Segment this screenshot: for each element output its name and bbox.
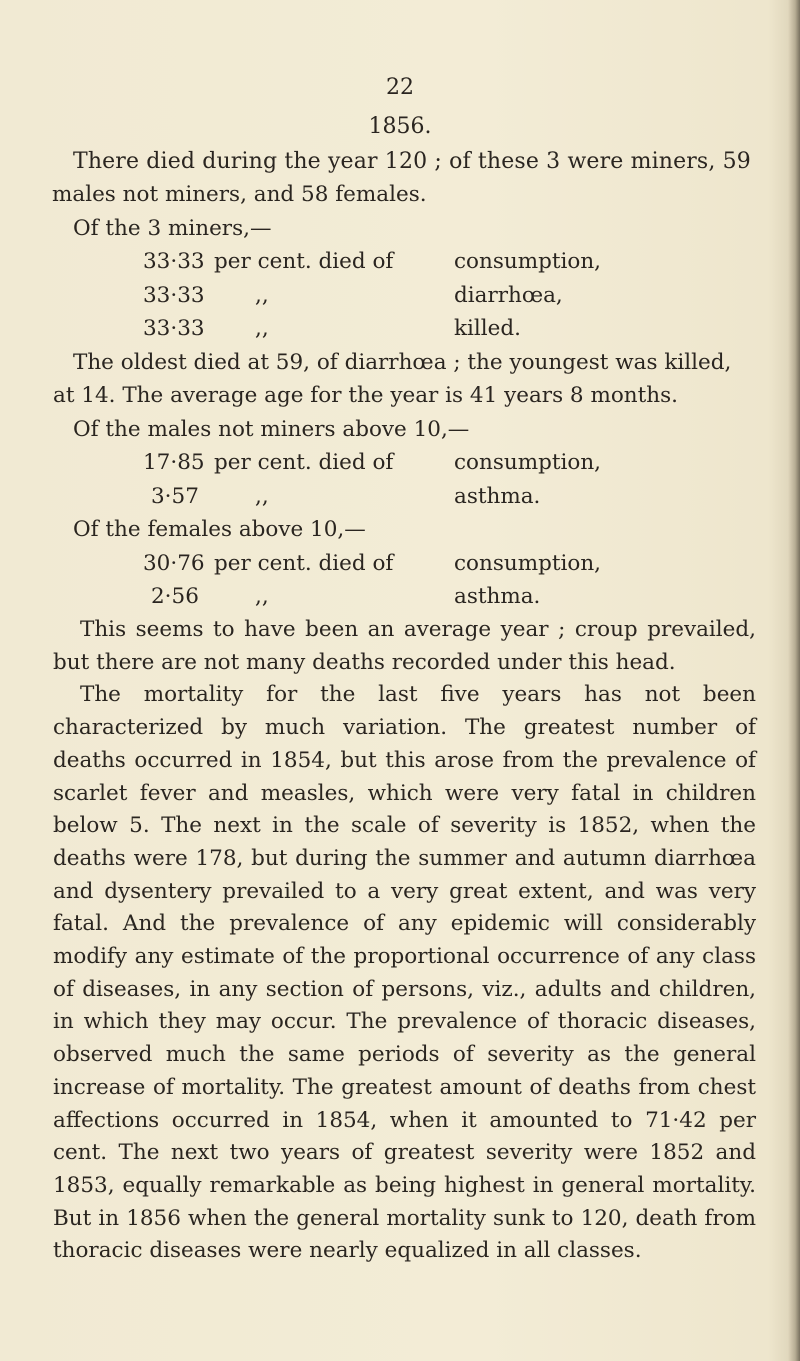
page-number: 22 [386,75,414,100]
row-cause: asthma. [454,584,541,609]
row-percent: 2·56 [151,584,199,609]
oldest-line-1: The oldest died at 59, of diarrhœa ; the youngest was killed, [73,350,732,375]
row-connector: ,, [255,584,269,609]
row-cause: diarrhœa, [454,283,563,308]
oldest-line-2: at 14. The average age for the year is 41 years 8 months. [53,383,678,408]
year-heading: 1856. [368,114,432,139]
row-percent: 3·57 [151,484,199,509]
row-cause: killed. [454,316,521,341]
row-connector: ,, [255,484,269,509]
row-percent: 33·33 [143,249,205,274]
page-edge-shadow [788,0,800,1361]
row-percent: 17·85 [143,450,205,475]
row-connector: per cent. died of [214,450,394,475]
row-cause: consumption, [454,551,602,576]
males-heading: Of the males not miners above 10,— [73,417,470,442]
row-percent: 33·33 [143,283,205,308]
females-heading: Of the females above 10,— [73,517,366,542]
row-percent: 30·76 [143,551,205,576]
paragraph: This seems to have been an average year ; croup prevailed, but there are not many deaths recorded under this head. [53,617,756,675]
miners-heading: Of the 3 miners,— [73,216,272,241]
intro-line-2: males not miners, and 58 females. [52,182,427,207]
row-percent: 33·33 [143,316,205,341]
body-text [53,614,756,1268]
row-connector: per cent. died of [214,551,394,576]
paragraph: The mortality for the last five years has not been characterized by much variation. The greatest number of deaths occurred in 1854, but this arose from the prevalence of scarlet fever and measles, which were very fatal in children below 5. The next in the scale of severity is 1852, when the deaths were 178, but during the summer and autumn diarrhœa and dysentery prevailed to a very great extent, and was very fatal. And the prevalence of any epidemic will considerably modify any estimate of the proportional occurrence of any class of diseases, in any section of persons, viz., adults and children, in which they may occur. The prevalence of thoracic diseases, observed much the same periods of severity as the general increase of mortality. The greatest amount of deaths from chest affections occurred in 1854, when it amounted to 71·42 per cent. The next two years of greatest severity were 1852 and 1853, equally remarkable as being highest in general mortality. But in 1856 when the general mortality sunk to 120, death from thoracic diseases were nearly equalized in all classes. [53,682,756,1264]
intro-line-1: There died during the year 120 ; of these 3 were miners, 59 [73,149,751,174]
row-cause: consumption, [454,450,602,475]
row-connector: ,, [255,316,269,341]
row-cause: asthma. [454,484,541,509]
row-cause: consumption, [454,249,602,274]
row-connector: per cent. died of [214,249,394,274]
row-connector: ,, [255,283,269,308]
